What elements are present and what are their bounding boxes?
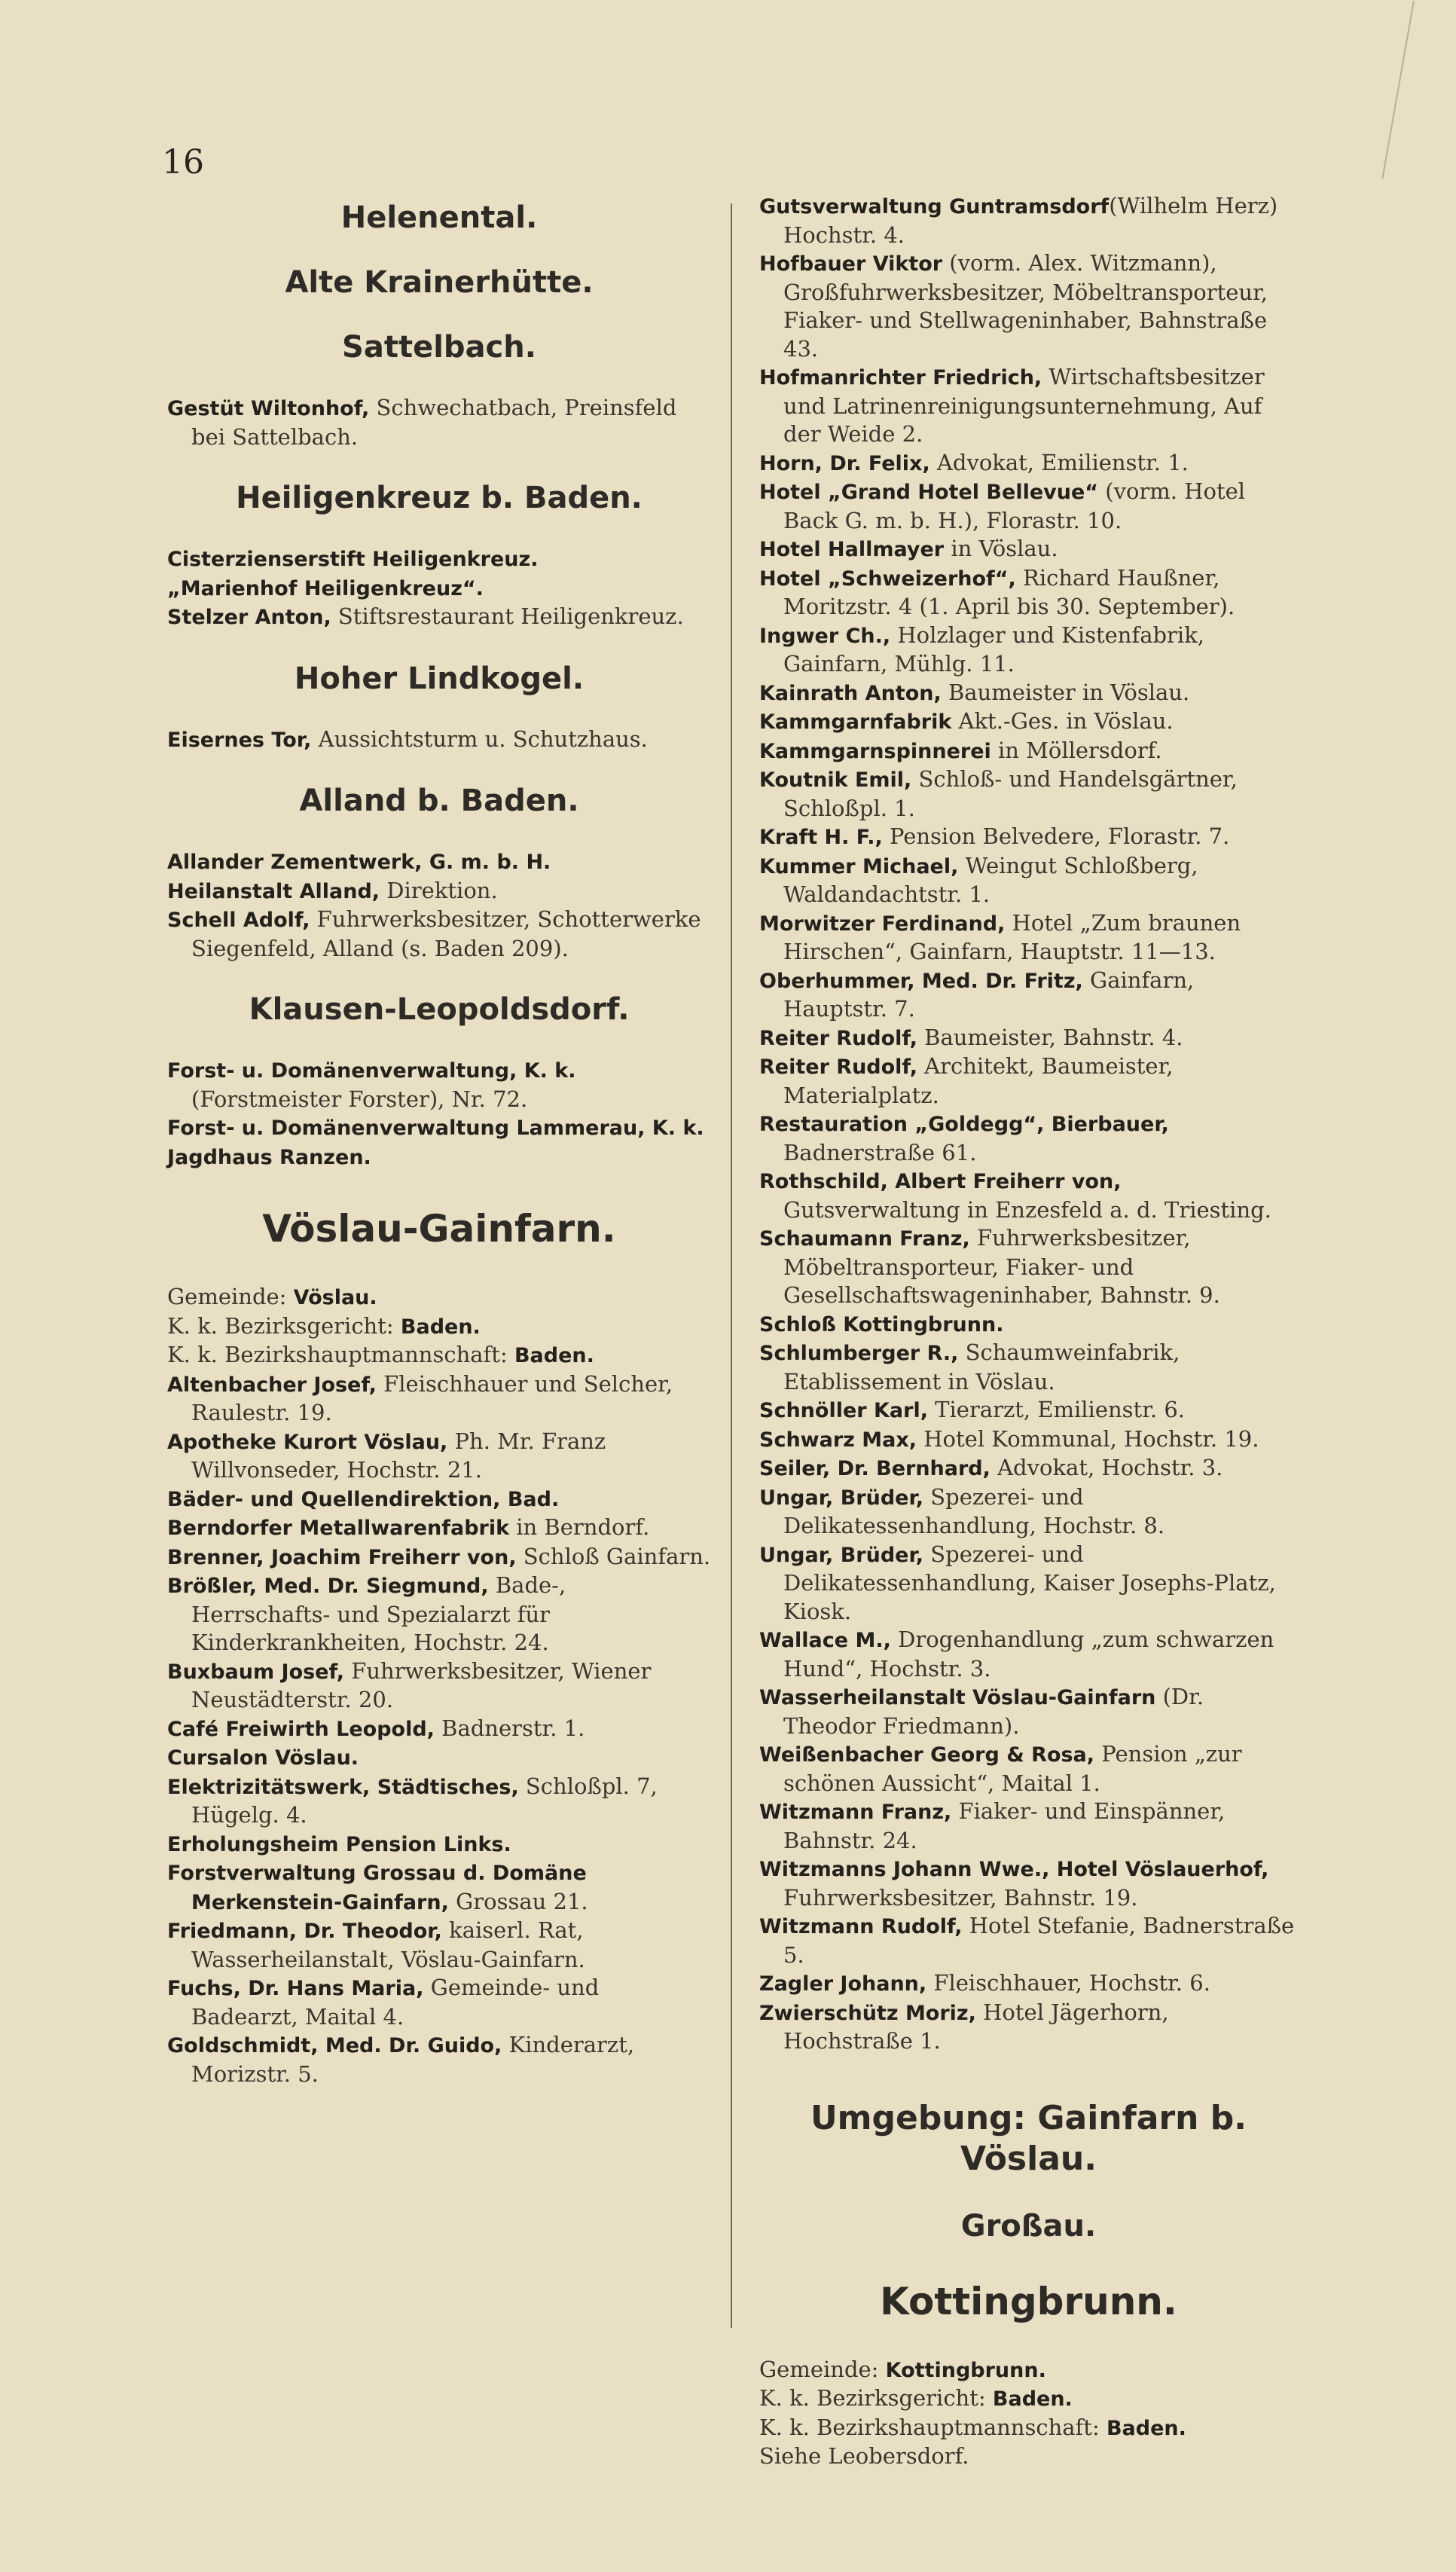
directory-entry — [759, 1052, 1298, 1110]
entry-name: Ingwer Ch., — [759, 624, 891, 648]
entry-name: Witzmann Franz, — [759, 1801, 952, 1824]
town-heading: Helenental. — [340, 200, 538, 235]
admin-info-line — [759, 2442, 1298, 2472]
entry-details: Holzlager und Kistenfabrik, Gainfarn, Mühlg. 11. — [783, 622, 1204, 677]
town-heading: Sattelbach. — [342, 330, 536, 365]
directory-entry — [759, 707, 1298, 737]
town-heading: Alte Krainerhütte. — [285, 265, 594, 300]
directory-entry — [167, 1113, 711, 1143]
entry-name: Brenner, Joachim Freiherr von, — [167, 1545, 517, 1569]
entry-details: in Berndorf. — [509, 1514, 650, 1540]
directory-entry — [759, 737, 1298, 766]
info-label: K. k. Bezirksgericht: — [759, 2385, 993, 2411]
entry-name: Schnöller Karl, — [759, 1399, 928, 1422]
info-value: Vöslau. — [293, 1286, 377, 1309]
info-label: K. k. Bezirkshauptmannschaft: — [167, 1342, 514, 1367]
column-divider — [731, 203, 732, 2328]
entry-details: Weingut Schloßberg, Waldandachtstr. 1. — [783, 852, 1198, 907]
entry-details: (vorm. Alex. Witzmann), Großfuhrwerksbesitzer, Möbeltransporteur, Fiaker- und Stellwageninhaber, Bahnstraße 43. — [783, 250, 1268, 362]
entry-details: Bade-, Herrschafts- und Spezialarzt für Kinderkrankheiten, Hochstr. 24. — [191, 1572, 566, 1655]
directory-entry — [759, 249, 1298, 363]
entry-name: Fuchs, Dr. Hans Maria, — [167, 1977, 424, 2000]
entry-details: Tierarzt, Emilienstr. 6. — [927, 1397, 1185, 1422]
entry-details: Fleischhauer und Selcher, Raulestr. 19. — [191, 1370, 673, 1425]
entry-name: Forstverwaltung Grossau d. Domäne Merkenstein-Gainfarn, — [167, 1862, 587, 1914]
entry-name: Morwitzer Ferdinand, — [759, 912, 1006, 936]
entry-details: Fiaker- und Einspänner, Bahnstr. 24. — [783, 1798, 1226, 1853]
directory-entry — [759, 1339, 1298, 1396]
entry-name: Reiter Rudolf, — [759, 1055, 917, 1079]
directory-entry — [759, 1541, 1298, 1627]
info-value: Baden. — [1106, 2416, 1186, 2440]
admin-info-line — [167, 1312, 711, 1342]
entry-name: Friedmann, Dr. Theodor, — [167, 1920, 442, 1943]
directory-entry — [167, 1773, 711, 1830]
entry-details: in Vöslau. — [944, 536, 1058, 561]
entry-name: Café Freiwirth Leopold, — [167, 1717, 435, 1741]
entry-details: Spezerei- und Delikatessenhandlung, Kaiser Josephs-Platz, Kiosk. — [783, 1541, 1276, 1624]
directory-entry — [759, 679, 1298, 708]
entry-details: Schloß- und Handelsgärtner, Schloßpl. 1. — [783, 766, 1238, 821]
entry-name: Hofmanrichter Friedrich, — [759, 366, 1042, 389]
directory-entry — [167, 1056, 711, 1113]
entry-details: Drogenhandlung „zum schwarzen Hund“, Hochstr. 3. — [783, 1627, 1274, 1682]
entry-details: Fuhrwerksbesitzer, Bahnstr. 19. — [783, 1884, 1138, 1911]
entry-name: Weißenbacher Georg & Rosa, — [759, 1743, 1095, 1767]
entry-name: Apotheke Kurort Vöslau, — [167, 1430, 448, 1454]
entry-details: Badnerstr. 1. — [434, 1715, 585, 1741]
entry-name: Forst- u. Domänenverwaltung, K. k. — [167, 1059, 576, 1083]
entry-details: Gemeinde- und Badearzt, Maital 4. — [191, 1975, 600, 2030]
entry-details: Pension Belvedere, Florastr. 7. — [882, 823, 1230, 849]
entry-details: Gutsverwaltung in Enzesfeld a. d. Triesting. — [783, 1196, 1271, 1223]
entry-details: Schloßpl. 7, Hügelg. 4. — [191, 1773, 658, 1828]
directory-entry — [759, 535, 1298, 564]
entry-details: Baumeister, Bahnstr. 4. — [917, 1024, 1183, 1050]
entry-details: Wirtschaftsbesitzer und Latrinenreinigungsunternehmung, Auf der Weide 2. — [783, 364, 1265, 447]
directory-entry — [759, 1798, 1298, 1855]
directory-entry — [167, 1830, 711, 1859]
directory-entry — [759, 1855, 1298, 1912]
entry-name: Hotel „Grand Hotel Bellevue“ — [759, 481, 1099, 504]
town-heading: Alland b. Baden. — [299, 784, 579, 818]
directory-entry — [167, 545, 711, 574]
directory-entry — [759, 1999, 1298, 2056]
entry-name: „Marienhof Heiligenkreuz“. — [167, 576, 484, 600]
entry-details: Hotel Kommunal, Hochstr. 19. — [917, 1425, 1259, 1452]
entry-name: Heilanstalt Alland, — [167, 879, 380, 903]
info-value: Baden. — [400, 1315, 481, 1339]
directory-entry — [759, 1626, 1298, 1683]
entry-name: Rothschild, Albert Freiherr von, — [759, 1170, 1122, 1193]
entry-name: Horn, Dr. Felix, — [759, 451, 930, 475]
directory-entry — [167, 1859, 711, 1917]
entry-name: Allander Zementwerk, G. m. b. H. — [167, 851, 551, 874]
directory-entry — [759, 1167, 1298, 1224]
directory-entry — [167, 1428, 711, 1485]
directory-entry — [759, 1454, 1298, 1483]
directory-entry — [167, 1370, 711, 1428]
entry-name: Hotel „Schweizerhof“, — [759, 567, 1016, 591]
directory-entry — [167, 848, 711, 877]
town-heading: Großau. — [960, 2208, 1097, 2244]
directory-entry — [759, 823, 1298, 852]
entry-name: Wasserheilanstalt Vöslau-Gainfarn — [759, 1686, 1156, 1709]
entry-name: Elektrizitätswerk, Städtisches, — [167, 1775, 519, 1799]
info-label: K. k. Bezirksgericht: — [167, 1312, 401, 1339]
entry-details: kaiserl. Rat, Wasserheilanstalt, Vöslau-Gainfarn. — [191, 1917, 585, 1972]
entry-name: Ungar, Brüder, — [759, 1543, 924, 1567]
entry-details: Ph. Mr. Franz Willvonseder, Hochstr. 21. — [191, 1428, 606, 1483]
directory-entry — [167, 725, 711, 755]
entry-name: Kraft H. F., — [759, 826, 883, 849]
info-value: Baden. — [514, 1344, 594, 1367]
entry-details: Badnerstraße 61. — [783, 1139, 977, 1165]
left-column — [167, 192, 711, 2088]
entry-name: Schloß Kottingbrunn. — [759, 1312, 1004, 1336]
entry-details: Schloß Gainfarn. — [516, 1543, 711, 1569]
entry-name: Restauration „Goldegg“, Bierbauer, — [759, 1113, 1169, 1136]
directory-entry — [759, 852, 1298, 909]
entry-name: Schaumann Franz, — [759, 1227, 970, 1251]
entry-details: Advokat, Hochstr. 3. — [990, 1455, 1223, 1480]
admin-info-line — [167, 1341, 711, 1370]
entry-name: Zwierschütz Moriz, — [759, 2001, 976, 2025]
directory-entry — [759, 1683, 1298, 1740]
entry-details: Richard Haußner, Moritzstr. 4 (1. April bis 30. September). — [783, 564, 1235, 619]
entry-details: Gainfarn, Hauptstr. 7. — [783, 967, 1195, 1022]
entry-details: Aussichtsturm u. Schutzhaus. — [311, 725, 648, 752]
entry-details: Fleischhauer, Hochstr. 6. — [926, 1970, 1210, 1996]
entry-details: Schaumweinfabrik, Etablissement in Vöslau. — [783, 1339, 1180, 1394]
entry-name: Cisterzienserstift Heiligenkreuz. — [167, 548, 539, 571]
directory-entry — [167, 603, 711, 632]
entry-name: Gutsverwaltung Guntramsdorf — [759, 195, 1110, 218]
entry-details: Architekt, Baumeister, Materialplatz. — [783, 1053, 1174, 1108]
entry-details: Hotel Jägerhorn, Hochstraße 1. — [783, 1999, 1169, 2054]
entry-name: Bäder- und Quellendirektion, Bad. — [167, 1487, 560, 1511]
entry-details: Fuhrwerksbesitzer, Möbeltransporteur, Fiaker- und Gesellschaftswageninhaber, Bahnstr. 9. — [783, 1225, 1220, 1308]
info-value: Kottingbrunn. — [885, 2358, 1046, 2382]
info-label: Gemeinde: — [759, 2356, 886, 2382]
directory-entry — [167, 1514, 711, 1543]
entry-name: Hotel Hallmayer — [759, 538, 945, 561]
entry-details: Schwechatbach, Preinsfeld bei Sattelbach. — [191, 395, 677, 450]
directory-entry — [759, 1396, 1298, 1425]
entry-name: Altenbacher Josef, — [167, 1373, 377, 1397]
entry-details: Fuhrwerksbesitzer, Wiener Neustädterstr. 20. — [191, 1657, 652, 1712]
directory-entry — [759, 967, 1298, 1024]
directory-entry — [759, 564, 1298, 622]
entry-name: Ungar, Brüder, — [759, 1486, 924, 1510]
entry-name: Jagdhaus Ranzen. — [167, 1145, 371, 1169]
entry-name: Seiler, Dr. Bernhard, — [759, 1457, 991, 1480]
entry-details: Spezerei- und Delikatessenhandlung, Hochstr. 8. — [783, 1483, 1165, 1538]
directory-entry — [759, 622, 1298, 679]
info-label: K. k. Bezirkshauptmannschaft: — [759, 2414, 1106, 2440]
entry-details: Advokat, Emilienstr. 1. — [929, 449, 1189, 475]
entry-name: Kammgarnspinnerei — [759, 739, 991, 763]
entry-name: Schell Adolf, — [167, 909, 310, 932]
page-number: 16 — [162, 143, 204, 182]
entry-name: Stelzer Anton, — [167, 606, 331, 629]
directory-entry — [759, 1969, 1298, 1999]
entry-name: Berndorfer Metallwarenfabrik — [167, 1517, 510, 1540]
entry-details: Baumeister in Vöslau. — [941, 679, 1190, 705]
entry-name: Witzmann Rudolf, — [759, 1915, 963, 1938]
entry-name: Buxbaum Josef, — [167, 1660, 345, 1684]
entry-name: Schwarz Max, — [759, 1428, 917, 1452]
entry-name: Eisernes Tor, — [167, 728, 312, 752]
entry-name: Zagler Johann, — [759, 1972, 927, 1996]
entry-name: Koutnik Emil, — [759, 768, 912, 792]
entry-details: (Forstmeister Forster), Nr. 72. — [191, 1086, 528, 1112]
directory-entry — [167, 1657, 711, 1715]
info-label: Gemeinde: — [167, 1284, 294, 1309]
directory-entry — [167, 906, 711, 963]
info-label: Siehe Leobersdorf. — [759, 2443, 969, 2469]
admin-info-line — [759, 2414, 1298, 2443]
entry-details: (Dr. Theodor Friedmann). — [783, 1684, 1204, 1739]
entry-details: (vorm. Hotel Back G. m. b. H.), Florastr. 10. — [783, 478, 1246, 533]
directory-entry — [759, 1110, 1298, 1167]
entry-details: Hotel „Zum braunen Hirschen“, Gainfarn, Hauptstr. 11—13. — [783, 909, 1241, 964]
town-heading: Heiligenkreuz b. Baden. — [236, 481, 643, 515]
entry-name: Reiter Rudolf, — [759, 1026, 917, 1050]
directory-entry — [167, 1485, 711, 1514]
directory-entry — [759, 909, 1298, 967]
directory-entry — [759, 1483, 1298, 1541]
entry-name: Gestüt Wiltonhof, — [167, 397, 370, 420]
entry-details: Kinderarzt, Morizstr. 5. — [191, 2032, 635, 2087]
town-heading: Klausen-Leopoldsdorf. — [249, 992, 630, 1027]
directory-entry — [759, 192, 1298, 249]
entry-details: in Möllersdorf. — [991, 737, 1162, 763]
entry-name: Oberhummer, Med. Dr. Fritz, — [759, 969, 1083, 993]
info-value: Baden. — [992, 2387, 1073, 2411]
entry-name: Cursalon Vöslau. — [167, 1746, 359, 1770]
town-heading: Hoher Lindkogel. — [294, 661, 585, 696]
entry-details: Akt.-Ges. in Vöslau. — [951, 708, 1174, 734]
directory-entry — [167, 574, 711, 603]
entry-name: Kammgarnfabrik — [759, 710, 952, 734]
entry-details: Stiftsrestaurant Heiligenkreuz. — [331, 603, 684, 629]
entry-name: Kummer Michael, — [759, 854, 959, 878]
entry-name: Erholungsheim Pension Links. — [167, 1832, 511, 1856]
entry-name: Goldschmidt, Med. Dr. Guido, — [167, 2034, 502, 2057]
town-heading: Vöslau-Gainfarn. — [262, 1207, 616, 1251]
directory-entry — [759, 363, 1298, 449]
entry-details: Direktion. — [380, 877, 498, 903]
directory-entry — [759, 1310, 1298, 1339]
paper-fold-mark — [1381, 1, 1419, 180]
entry-name: Witzmanns Johann Wwe., Hotel Vöslauerhof, — [759, 1858, 1269, 1881]
entry-name: Hofbauer Viktor — [759, 252, 943, 276]
directory-entry — [167, 1917, 711, 1974]
directory-entry — [167, 1974, 711, 2031]
directory-entry — [759, 1740, 1298, 1798]
admin-info-line — [759, 2384, 1298, 2414]
directory-entry — [759, 449, 1298, 478]
directory-entry — [167, 1572, 711, 1657]
directory-entry — [759, 1425, 1298, 1455]
entry-name: Schlumberger R., — [759, 1342, 959, 1365]
admin-info-line — [167, 1283, 711, 1312]
entry-name: Forst- u. Domänenverwaltung Lammerau, K. k. — [167, 1116, 704, 1140]
directory-entry — [759, 1912, 1298, 1969]
directory-entry — [167, 1543, 711, 1572]
directory-entry — [167, 1143, 711, 1172]
admin-info-line — [759, 2356, 1298, 2385]
right-column — [759, 192, 1298, 2472]
entry-name: Wallace M., — [759, 1629, 891, 1652]
entry-name: Kainrath Anton, — [759, 681, 942, 705]
entry-details: Grossau 21. — [448, 1888, 588, 1914]
directory-entry — [759, 1024, 1298, 1053]
entry-details: Fuhrwerksbesitzer, Schotterwerke Siegenfeld, Alland (s. Baden 209). — [191, 906, 701, 961]
directory-entry — [759, 478, 1298, 535]
directory-entry — [759, 765, 1298, 823]
directory-entry — [167, 877, 711, 906]
directory-entry — [167, 1743, 711, 1773]
entry-details: Hotel Stefanie, Badnerstraße 5. — [783, 1913, 1295, 1968]
directory-entry — [167, 2031, 711, 2088]
town-heading: Kottingbrunn. — [880, 2279, 1177, 2323]
directory-entry — [759, 1224, 1298, 1310]
entry-details: Pension „zur schönen Aussicht“, Maital 1. — [783, 1741, 1242, 1796]
entry-name: Brößler, Med. Dr. Siegmund, — [167, 1575, 489, 1598]
directory-entry — [167, 394, 711, 451]
directory-entry — [167, 1715, 711, 1744]
entry-details: (Wilhelm Herz) Hochstr. 4. — [783, 193, 1278, 248]
region-heading: Umgebung: Gainfarn b. Vöslau. — [810, 2098, 1247, 2178]
